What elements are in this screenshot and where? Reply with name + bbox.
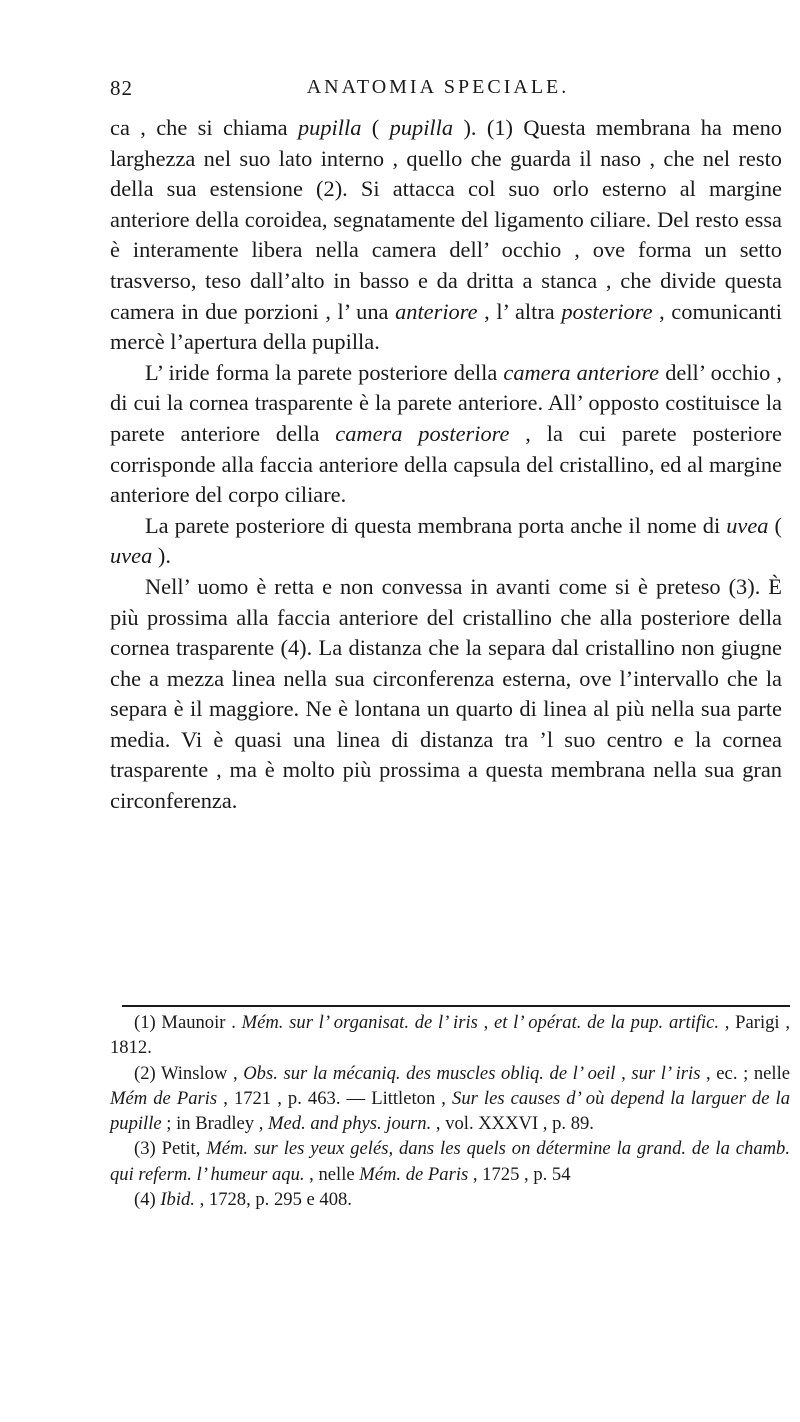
text-run: , la cui parete posteriore corrisponde alla faccia anteriore della capsula del cristallino, ed al margine anteriore del corpo ciliare. bbox=[110, 420, 782, 508]
text-run: L’ iride forma la parete posteriore della bbox=[145, 359, 504, 385]
text-run: (1) Maunoir . bbox=[134, 1012, 242, 1033]
italic-text: pupilla bbox=[297, 115, 362, 140]
footnote bbox=[110, 1187, 790, 1212]
text-run: ca , che si chiama bbox=[110, 115, 298, 140]
italic-text: Mém. sur les yeux gelés, dans les quels on détermine la grand. de la chamb. qui referm. l’ humeur aqu. bbox=[110, 1138, 791, 1185]
italic-text: uvea bbox=[726, 512, 769, 538]
text-run: (2) Winslow , bbox=[134, 1062, 244, 1084]
paragraph bbox=[110, 572, 782, 817]
text-run: dell’ occhio , di cui la cornea trasparente è la parete anteriore. All’ opposto costituisce la parete anteriore della bbox=[110, 359, 783, 446]
text-run: , comunicanti mercè l’apertura della pupilla. bbox=[110, 298, 782, 355]
text-run: , bbox=[477, 1012, 495, 1033]
footnote bbox=[110, 1010, 790, 1061]
text-run: , nelle bbox=[304, 1163, 360, 1185]
paragraph bbox=[110, 113, 782, 358]
page-header bbox=[110, 76, 790, 108]
text-run: ; in Bradley , bbox=[161, 1113, 269, 1135]
paragraph bbox=[110, 511, 782, 572]
italic-text: Obs. sur la mécaniq. des muscles obliq. de l’ oeil , sur l’ iris bbox=[243, 1062, 701, 1084]
text-run: , ec. ; nelle bbox=[700, 1062, 790, 1084]
text-run: (4) bbox=[134, 1189, 161, 1211]
italic-text: Mém de Paris bbox=[110, 1087, 218, 1109]
text-run: (3) Petit, bbox=[134, 1138, 207, 1160]
italic-text: camera posteriore bbox=[335, 420, 510, 446]
italic-text: uvea bbox=[110, 543, 153, 569]
text-run: , 1725 , p. 54 bbox=[468, 1163, 571, 1185]
text-run: , 1721 , p. 463. — Littleton , bbox=[217, 1087, 453, 1109]
text-run: , Parigi , 1812. bbox=[110, 1012, 790, 1059]
italic-text: Med. and phys. journ. bbox=[268, 1113, 432, 1135]
italic-text: et l’ opérat. de la pup. artific. bbox=[494, 1012, 720, 1033]
running-head: ANATOMIA SPECIALE. bbox=[306, 76, 570, 98]
text-run: ( bbox=[768, 512, 782, 538]
text-run: , vol. XXXVI , p. 89. bbox=[431, 1113, 594, 1135]
text-run: ). bbox=[152, 543, 171, 569]
italic-text: Ibid. bbox=[160, 1189, 195, 1211]
body-text bbox=[110, 113, 782, 817]
italic-text: Mém. sur l’ organisat. de l’ iris bbox=[241, 1012, 478, 1033]
text-run: La parete posteriore di questa membrana porta anche il nome di bbox=[145, 512, 727, 538]
footnotes bbox=[110, 1010, 790, 1212]
text-run: ). (1) Questa membrana ha meno larghezza nel suo lato interno , quello che guarda il naso , che nel resto della sua estensione (2). Si attacca col suo orlo esterno al margine anteriore della coroidea, segnatamente del ligamento ciliare. Del resto essa è interamente libera nella camera dell’ occhio , ove forma un setto trasverso, teso dall’alto in basso e da dritta a stanca , che divide questa camera in due porzioni , l’ una bbox=[110, 115, 782, 324]
text-run: , l’ altra bbox=[477, 298, 562, 324]
italic-text: Mém. de Paris bbox=[359, 1163, 469, 1185]
italic-text: camera anteriore bbox=[503, 359, 660, 385]
text-run: Nell’ uomo è retta e non convessa in avanti come si è preteso (3). È più prossima alla faccia anteriore del cristallino che alla posteriore della cornea trasparente (4). La distanza che la separa dal cristallino non giugne che a mezza linea nella sua circonferenza esterna, ove l’intervallo che la separa è il maggiore. Ne è lontana un quarto di linea al più nella sua parte media. Vi è quasi una linea di distanza tra ’l suo centro e la cornea trasparente , ma è molto più prossima a questa membrana nella sua gran circonferenza. bbox=[110, 573, 782, 814]
text-run: ( bbox=[361, 115, 390, 140]
paragraph bbox=[110, 358, 782, 511]
text-run: , 1728, p. 295 e 408. bbox=[194, 1189, 352, 1211]
italic-text: anteriore bbox=[395, 298, 478, 324]
italic-text: Sur les causes d’ où depend la larguer de la pupille bbox=[110, 1087, 790, 1135]
italic-text: pupilla bbox=[389, 115, 454, 140]
footnote bbox=[110, 1136, 790, 1187]
footnote bbox=[110, 1061, 790, 1137]
footnote-rule bbox=[122, 1005, 790, 1007]
italic-text: posteriore bbox=[561, 298, 653, 324]
page-number: 82 bbox=[110, 76, 133, 100]
